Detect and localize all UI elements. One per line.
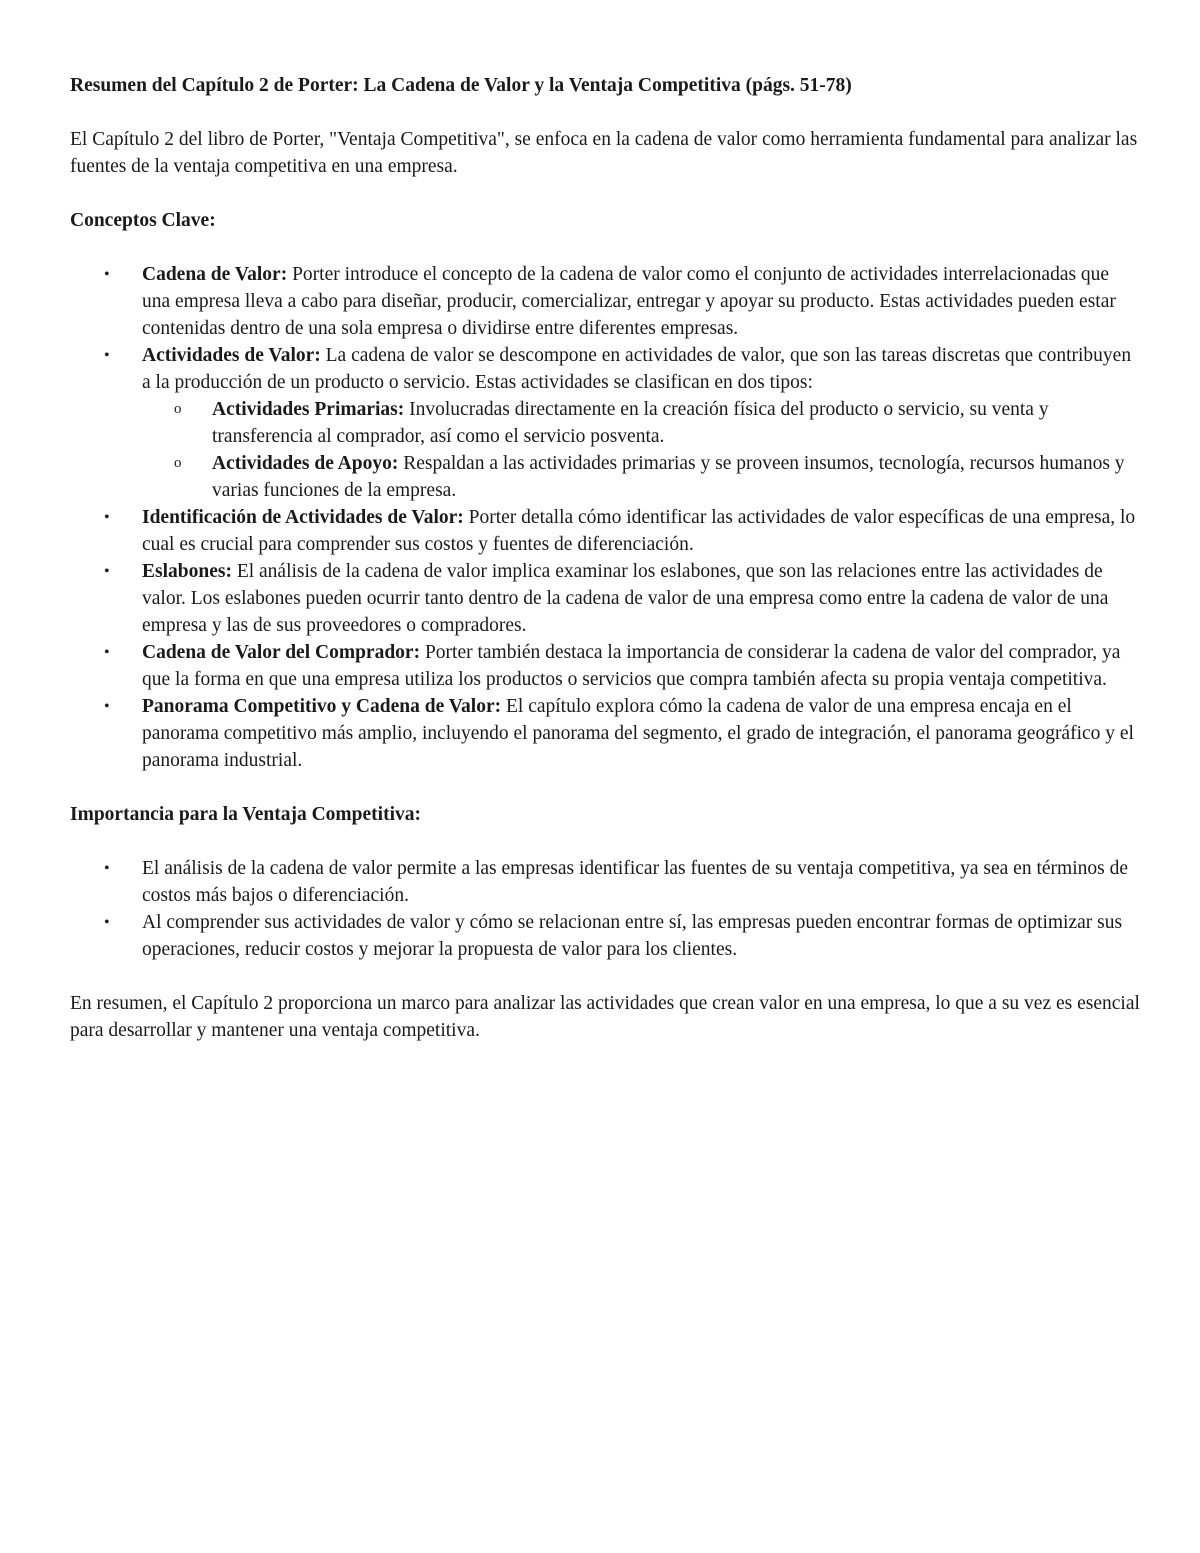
- circle-bullet-icon: o: [174, 455, 182, 471]
- bullet-icon: •: [104, 266, 110, 283]
- concept-text: Porter introduce el concepto de la cadena de valor como el conjunto de actividades interrelacionadas que una empresa lleva a cabo para diseñar, producir, comercializar, entregar y apoyar su producto. Estas actividades pueden estar contenidas dentro de una sola empresa o dividirse entre diferentes empresas.: [142, 264, 1116, 339]
- bullet-icon: •: [104, 914, 110, 931]
- concept-term: Panorama Competitivo y Cadena de Valor:: [142, 696, 502, 717]
- list-item: [70, 558, 1140, 639]
- list-item: [70, 693, 1140, 774]
- conclusion-paragraph: En resumen, el Capítulo 2 proporciona un marco para analizar las actividades que crean valor en una empresa, lo que a su vez es esencial para desarrollar y mantener una ventaja competitiva.: [70, 993, 1140, 1041]
- concept-term: Cadena de Valor:: [142, 264, 288, 285]
- list-item: [70, 909, 1140, 963]
- list-item: [70, 261, 1140, 342]
- list-item: [70, 504, 1140, 558]
- key-concepts-list: [70, 261, 1140, 774]
- concept-term: Cadena de Valor del Comprador:: [142, 642, 421, 663]
- sub-text: Involucradas directamente en la creación física del producto o servicio, su venta y transferencia al comprador, así como el servicio posventa.: [212, 399, 1049, 447]
- concept-text: El análisis de la cadena de valor implica examinar los eslabones, que son las relaciones entre las actividades de valor. Los eslabones pueden ocurrir tanto dentro de la cadena de valor de una empresa como entre la cadena de valor de una empresa y las de sus proveedores o compradores.: [142, 561, 1109, 636]
- list-item: [70, 855, 1140, 909]
- sub-list-item: [142, 396, 1140, 450]
- concept-text: Porter también destaca la importancia de considerar la cadena de valor del comprador, ya que la forma en que una empresa utiliza los productos o servicios que compra también afecta su propia ventaja competitiva.: [142, 642, 1121, 690]
- concept-text: La cadena de valor se descompone en actividades de valor, que son las tareas discretas que contribuyen a la producción de un producto o servicio. Estas actividades se clasifican en dos tipos:: [142, 345, 1132, 393]
- concept-term: Eslabones:: [142, 561, 232, 582]
- key-concepts-heading: Conceptos Clave:: [70, 210, 216, 231]
- bullet-icon: •: [104, 563, 110, 580]
- list-item: [70, 639, 1140, 693]
- importance-text: Al comprender sus actividades de valor y cómo se relacionan entre sí, las empresas pueden encontrar formas de optimizar sus operaciones, reducir costos y mejorar la propuesta de valor para los clientes.: [142, 912, 1123, 960]
- list-item: [70, 342, 1140, 504]
- bullet-icon: •: [104, 860, 110, 877]
- concept-text: El capítulo explora cómo la cadena de valor de una empresa encaja en el panorama competitivo más amplio, incluyendo el panorama del segmento, el grado de integración, el panorama geográfico y el panorama industrial.: [142, 696, 1134, 771]
- importance-heading: Importancia para la Ventaja Competitiva:: [70, 804, 421, 825]
- importance-list: [70, 855, 1140, 963]
- bullet-icon: •: [104, 509, 110, 526]
- concept-term: Identificación de Actividades de Valor:: [142, 507, 464, 528]
- sub-list: [142, 396, 1140, 504]
- importance-text: El análisis de la cadena de valor permite a las empresas identificar las fuentes de su ventaja competitiva, ya sea en términos de costos más bajos o diferenciación.: [142, 858, 1128, 906]
- bullet-icon: •: [104, 644, 110, 661]
- bullet-icon: •: [104, 698, 110, 715]
- document-page: [70, 72, 1140, 1071]
- concept-term: Actividades de Valor:: [142, 345, 321, 366]
- document-title: Resumen del Capítulo 2 de Porter: La Cadena de Valor y la Ventaja Competitiva (págs. 51-78): [70, 75, 852, 96]
- sub-list-item: [142, 450, 1140, 504]
- concept-text: Porter detalla cómo identificar las actividades de valor específicas de una empresa, lo cual es crucial para comprender sus costos y fuentes de diferenciación.: [142, 507, 1136, 555]
- sub-term: Actividades Primarias:: [212, 399, 405, 420]
- circle-bullet-icon: o: [174, 401, 182, 417]
- sub-text: Respaldan a las actividades primarias y se proveen insumos, tecnología, recursos humanos y varias funciones de la empresa.: [212, 453, 1125, 501]
- intro-paragraph: El Capítulo 2 del libro de Porter, "Ventaja Competitiva", se enfoca en la cadena de valor como herramienta fundamental para analizar las fuentes de la ventaja competitiva en una empresa.: [70, 129, 1138, 177]
- sub-term: Actividades de Apoyo:: [212, 453, 399, 474]
- bullet-icon: •: [104, 347, 110, 364]
